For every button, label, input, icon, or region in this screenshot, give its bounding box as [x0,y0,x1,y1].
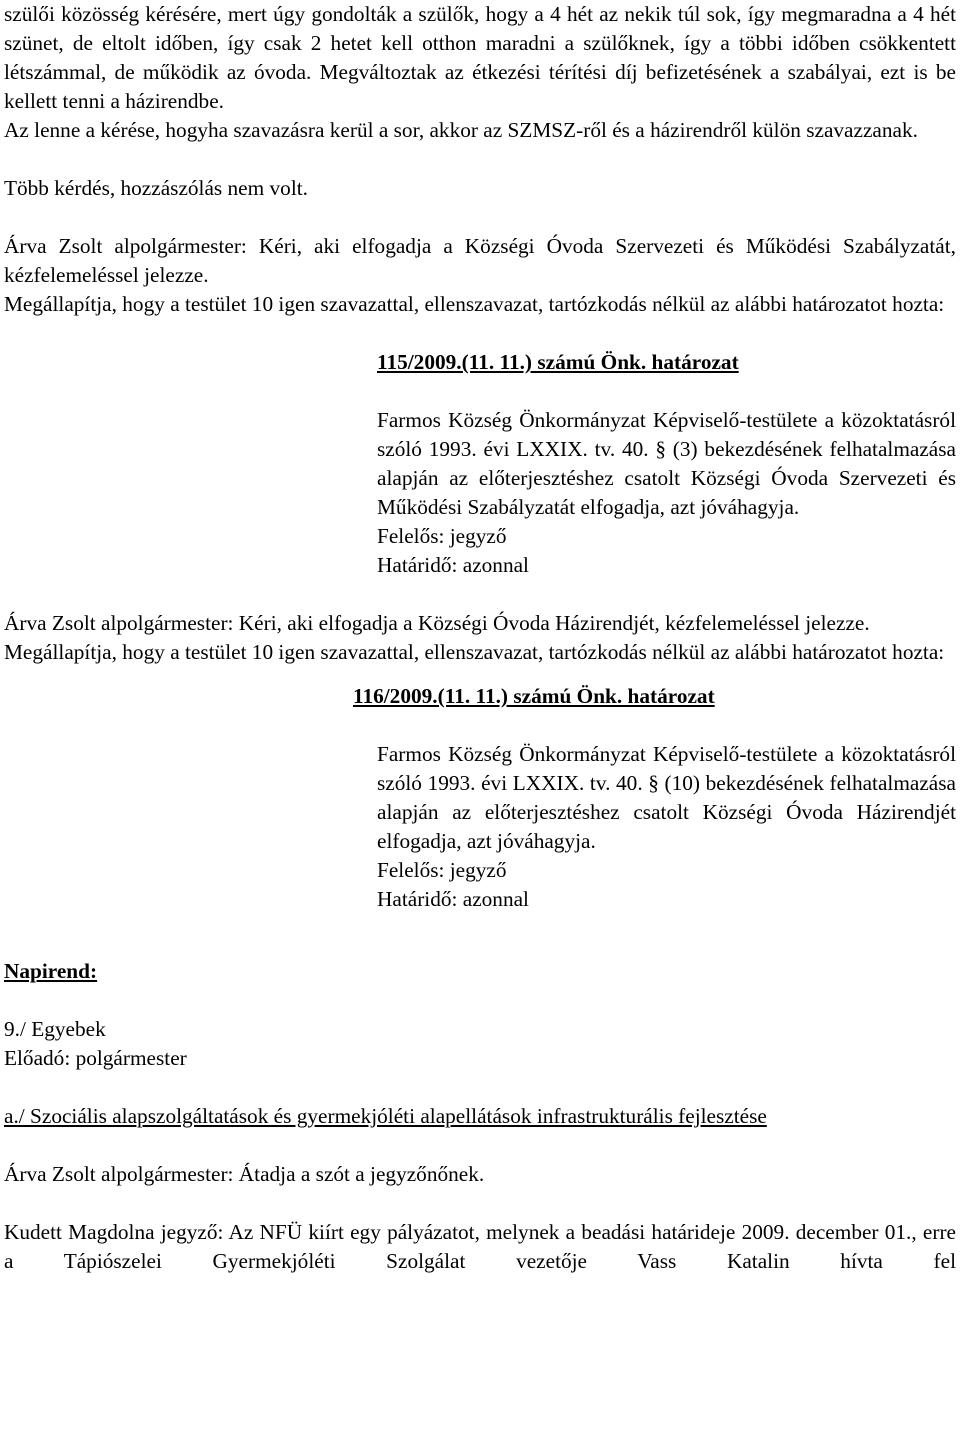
paragraph-8: Árva Zsolt alpolgármester: Átadja a szót a jegyzőnőnek. [4,1162,485,1186]
paragraph-3: Több kérdés, hozzászólás nem volt. [4,176,308,200]
resolution-116 [353,682,956,914]
resolution-deadline: Határidő: azonnal [377,553,529,577]
resolution-responsible: Felelős: jegyző [377,524,507,548]
resolution-deadline: Határidő: azonnal [377,887,529,911]
paragraph-1: szülői közösség kérésére, mert úgy gondolták a szülők, hogy a 4 hét az nekik túl sok, így megmaradna a 4 hét szünet, de eltolt időben, így csak 2 hetet kell otthon maradni a szülőknek, így a többi időben csökkentett létszámmal, de működik az óvoda. Megváltoztak az étkezési térítési díj befizetésének a szabályai, ezt is be kellett tenni a házirendbe. [4,2,956,113]
resolution-115 [377,348,956,580]
paragraph-6: Árva Zsolt alpolgármester: Kéri, aki elfogadja a Községi Óvoda Házirendjét, kézfelemeléssel jelezze. [4,611,870,635]
agenda-subitem: a./ Szociális alapszolgáltatások és gyermekjóléti alapellátások infrastrukturális fejlesztése [4,1104,767,1128]
agenda-presenter: Előadó: polgármester [4,1046,187,1070]
paragraph-9: Kudett Magdolna jegyző: Az NFÜ kiírt egy pályázatot, melynek a beadási határideje 2009. december 01., erre a Tápiószelei Gyermekjóléti Szolgálat vezetője Vass Katalin hívta fel [4,1220,956,1273]
resolution-title: 115/2009.(11. 11.) számú Önk. határozat [377,350,739,374]
resolution-body: Farmos Község Önkormányzat Képviselő-testülete a közoktatásról szóló 1993. évi LXXIX. tv. 40. § (10) bekezdésének felhatalmazása alapján az előterjesztéshez csatolt Községi Óvoda Házirendjét elfogadja, azt jóváhagyja. [377,742,956,853]
paragraph-2: Az lenne a kérése, hogyha szavazásra kerül a sor, akkor az SZMSZ-ről és a házirendről külön szavazzanak. [4,118,918,142]
resolution-body: Farmos Község Önkormányzat Képviselő-testülete a közoktatásról szóló 1993. évi LXXIX. tv. 40. § (3) bekezdésének felhatalmazása alapján az előterjesztéshez csatolt Községi Óvoda Szervezeti és Működési Szabályzatát elfogadja, azt jóváhagyja. [377,408,956,519]
paragraph-5: Megállapítja, hogy a testület 10 igen szavazattal, ellenszavazat, tartózkodás nélkül az alábbi határozatot hozta: [4,292,945,316]
agenda-heading: Napirend: [4,959,98,983]
paragraph-4: Árva Zsolt alpolgármester: Kéri, aki elfogadja a Községi Óvoda Szervezeti és Működési Szabályzatát, kézfelemeléssel jelezze. [4,234,956,287]
agenda-item: 9./ Egyebek [4,1017,106,1041]
document-page [4,0,956,1276]
resolution-responsible: Felelős: jegyző [377,858,507,882]
resolution-title: 116/2009.(11. 11.) számú Önk. határozat [353,684,715,708]
paragraph-7: Megállapítja, hogy a testület 10 igen szavazattal, ellenszavazat, tartózkodás nélkül az alábbi határozatot hozta: [4,640,945,664]
